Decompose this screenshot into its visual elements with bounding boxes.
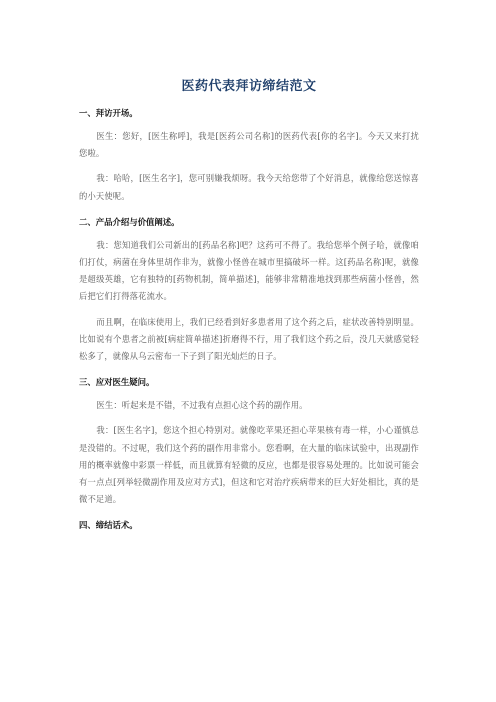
section-heading: 一、拜访开场。 — [79, 108, 138, 118]
section-product — [79, 215, 419, 365]
section-opening — [79, 106, 419, 205]
paragraph: 医生：听起来是不错，不过我有点担心这个药的副作用。 — [96, 400, 308, 411]
document-title: 医药代表拜访缔结范文 — [181, 79, 317, 94]
paragraph: 我：哈哈，[医生名字]，您可别嫌我烦呀。我今天给您带了个好消息，就像给您送惊喜的小天使呢。 — [79, 173, 419, 201]
paragraph: 医生：您好，[医生称呼]，我是[医药公司名称]的医药代表[你的名字]。今天又来打扰您啦。 — [79, 131, 419, 159]
section-heading: 四、缔结话术。 — [79, 520, 138, 531]
paragraph: 我：[医生名字]，您这个担心特别对。就像吃苹果还担心苹果核有毒一样，小心谨慎总是没错的。不过呢，我们这个药的副作用非常小。您看啊，在大量的临床试验中，出现副作用的概率就像中彩票一样低，而且就算有轻微的反应，也都是很容易处理的。比如说可能会有一点点[列举轻微副作用及应对方式]，但这和它对治疗疾病带来的巨大好处相比，真的是微不足道。 — [79, 425, 419, 505]
paragraph: 我：您知道我们公司新出的[药品名称]吧？这药可不得了。我给您举个例子哈，就像咱们打仗，病菌在身体里胡作非为，就像小怪兽在城市里搞破坏一样。这[药品名称]呢，就像是超级英雄，它有独特的[药物机制，简单描述]，能够非常精准地找到那些病菌小怪兽，然后把它们打得落花流水。 — [79, 239, 419, 302]
section-heading: 二、产品介绍与价值阐述。 — [79, 216, 180, 227]
paragraph: 而且啊，在临床使用上，我们已经看到好多患者用了这个药之后，症状改善特别明显。比如说有个患者之前被[病症简单描述]折磨得不行，用了我们这个药之后，没几天就感觉轻松多了，就像从乌云密布一下子到了阳光灿烂的日子。 — [79, 316, 419, 362]
section-closing — [79, 518, 419, 532]
section-heading: 三、应对医生疑问。 — [79, 377, 155, 388]
document-page — [79, 78, 419, 532]
section-questions — [79, 375, 419, 508]
